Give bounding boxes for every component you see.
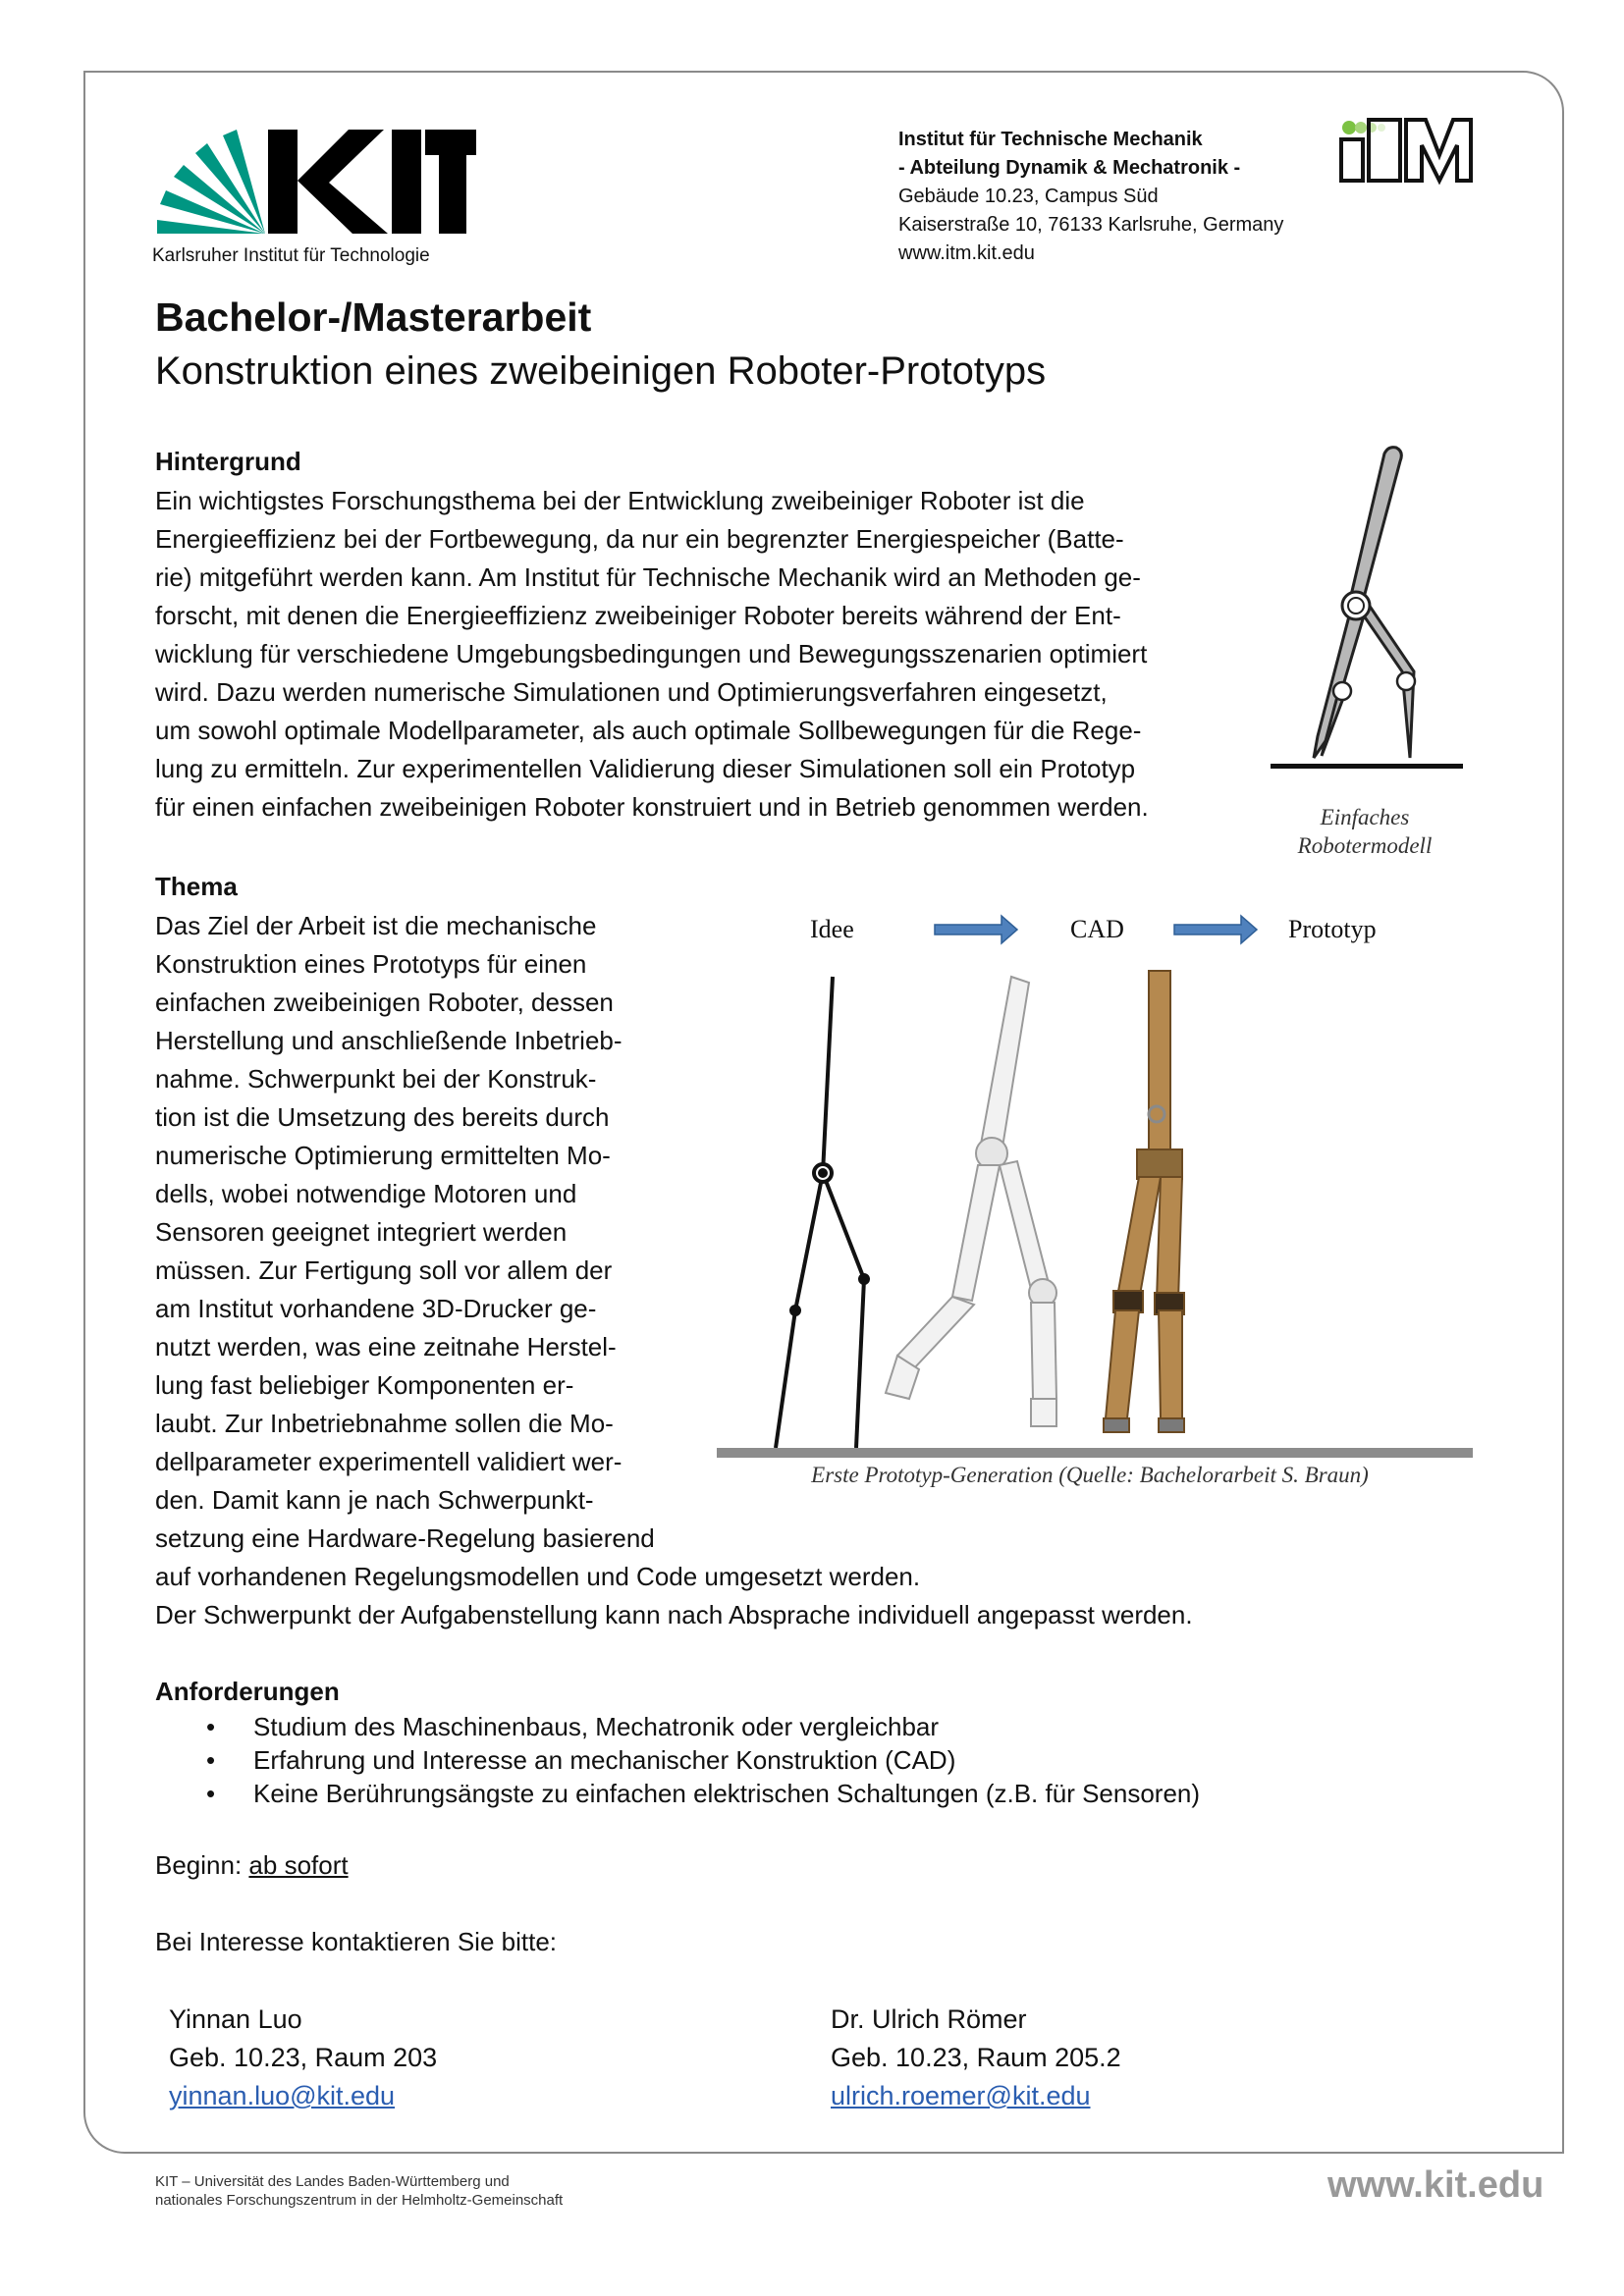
prototype-generation-figure <box>717 908 1473 1468</box>
itm-logo <box>1337 116 1475 187</box>
simple-robot-caption-line: Einfaches <box>1320 805 1410 829</box>
simple-robot-caption <box>1276 803 1453 860</box>
topic-line: Das Ziel der Arbeit ist die mechanische <box>155 911 597 940</box>
figure-label-idea: Idee <box>810 915 854 943</box>
footer-legal <box>155 2172 563 2210</box>
thesis-topic: Konstruktion eines zweibeinigen Roboter-Prototyps <box>155 349 1047 393</box>
topic-line: nahme. Schwerpunkt bei der Konstruk- <box>155 1064 597 1094</box>
topic-line: Der Schwerpunkt der Aufgabenstellung kann nach Absprache individuell angepasst werden. <box>155 1600 1193 1629</box>
contact-email-link[interactable]: yinnan.luo@kit.edu <box>169 2081 396 2110</box>
background-line: um sowohl optimale Modellparameter, als auch optimale Sollbewegungen für die Rege- <box>155 716 1142 745</box>
start-line <box>155 1846 349 1885</box>
contact-person-1 <box>169 2001 437 2115</box>
simple-robot-model-figure <box>1257 432 1473 785</box>
background-line: wicklung für verschiedene Umgebungsbedingungen und Bewegungsszenarien optimiert <box>155 639 1148 668</box>
thesis-type: Bachelor-/Masterarbeit <box>155 294 592 340</box>
prototype-photo-drawing <box>1104 971 1184 1432</box>
stick-model-drawing <box>776 977 868 1448</box>
contact-person-2 <box>831 2001 1121 2115</box>
footer-line: nationales Forschungszentrum in der Helmholtz-Gemeinschaft <box>155 2192 564 2209</box>
background-line: forscht, mit denen die Energieeffizienz zweibeiniger Roboter bereits während der Ent- <box>155 601 1121 630</box>
contact-email-link[interactable]: ulrich.roemer@kit.edu <box>831 2081 1091 2110</box>
contact-name: Dr. Ulrich Römer <box>831 2004 1027 2034</box>
heading-requirements: Anforderungen <box>155 1677 340 1706</box>
figure-label-prototype: Prototyp <box>1288 915 1377 943</box>
background-line: Ein wichtigstes Forschungsthema bei der Entwicklung zweibeiniger Roboter ist die <box>155 486 1085 515</box>
start-value: ab sofort <box>248 1850 349 1880</box>
institute-department: - Abteilung Dynamik & Mechatronik - <box>898 157 1241 179</box>
institute-name: Institut für Technische Mechanik <box>898 129 1203 150</box>
start-label: Beginn: <box>155 1850 243 1880</box>
institute-address <box>898 126 1283 268</box>
topic-line: setzung eine Hardware-Regelung basierend <box>155 1523 655 1553</box>
contact-room: Geb. 10.23, Raum 205.2 <box>831 2043 1121 2072</box>
prototype-figure-caption: Erste Prototyp-Generation (Quelle: Bachelorarbeit S. Braun) <box>811 1463 1369 1487</box>
topic-line: müssen. Zur Fertigung soll vor allem der <box>155 1255 613 1285</box>
requirement-text: Keine Berührungsängste zu einfachen elektrischen Schaltungen (z.B. für Sensoren) <box>253 1779 1201 1808</box>
background-line: rie) mitgeführt werden kann. Am Institut für Technische Mechanik wird an Methoden ge- <box>155 562 1141 592</box>
list-item <box>155 1743 1200 1777</box>
arrow-right-icon <box>1174 916 1257 943</box>
background-line: für einen einfachen zweibeinigen Roboter konstruiert und in Betrieb genommen werden. <box>155 792 1149 822</box>
institute-street: Kaiserstraße 10, 76133 Karlsruhe, Germany <box>898 214 1284 236</box>
footer-line: KIT – Universität des Landes Baden-Württemberg und <box>155 2173 510 2190</box>
heading-topic: Thema <box>155 872 238 901</box>
contact-intro: Bei Interesse kontaktieren Sie bitte: <box>155 1927 558 1956</box>
requirement-text: Studium des Maschinenbaus, Mechatronik oder vergleichbar <box>253 1712 940 1741</box>
contact-name: Yinnan Luo <box>169 2004 302 2034</box>
topic-line: Sensoren geeignet integriert werden <box>155 1217 568 1247</box>
topic-line: dellparameter experimentell validiert wer- <box>155 1447 623 1476</box>
topic-line: den. Damit kann je nach Schwerpunkt- <box>155 1485 594 1515</box>
topic-line: nutzt werden, was eine zeitnahe Herstel- <box>155 1332 617 1362</box>
simple-robot-caption-line: Robotermodell <box>1297 833 1433 858</box>
requirement-text: Erfahrung und Interesse an mechanischer Konstruktion (CAD) <box>253 1745 956 1775</box>
topic-line: Herstellung und anschließende Inbetrieb- <box>155 1026 623 1055</box>
institute-web[interactable]: www.itm.kit.edu <box>898 242 1035 264</box>
background-line: wird. Dazu werden numerische Simulationen und Optimierungsverfahren eingesetzt, <box>155 677 1108 707</box>
bullet-icon: • <box>206 1712 216 1741</box>
figure-label-cad: CAD <box>1070 915 1124 943</box>
list-item <box>155 1777 1200 1810</box>
bullet-icon: • <box>206 1779 216 1808</box>
topic-line: numerische Optimierung ermittelten Mo- <box>155 1141 611 1170</box>
list-item <box>155 1710 1200 1743</box>
topic-line: am Institut vorhandene 3D-Drucker ge- <box>155 1294 597 1323</box>
institute-building: Gebäude 10.23, Campus Süd <box>898 186 1159 207</box>
topic-line: tion ist die Umsetzung des bereits durch <box>155 1102 610 1132</box>
kit-logo-subtitle: Karlsruher Institut für Technologie <box>152 245 430 266</box>
contact-room: Geb. 10.23, Raum 203 <box>169 2043 438 2072</box>
requirements-list <box>155 1710 1200 1810</box>
topic-line: auf vorhandenen Regelungsmodellen und Code umgesetzt werden. <box>155 1562 921 1591</box>
arrow-right-icon <box>935 916 1017 943</box>
background-paragraph <box>155 482 1149 827</box>
background-line: Energieeffizienz bei der Fortbewegung, da nur ein begrenzter Energiespeicher (Batte- <box>155 524 1124 554</box>
background-line: lung zu ermitteln. Zur experimentellen Validierung dieser Simulationen soll ein Prototyp <box>155 754 1136 783</box>
footer-web-link[interactable]: www.kit.edu <box>1327 2164 1544 2206</box>
topic-line: laubt. Zur Inbetriebnahme sollen die Mo- <box>155 1409 614 1438</box>
heading-background: Hintergrund <box>155 447 301 476</box>
topic-line: lung fast beliebiger Komponenten er- <box>155 1370 574 1400</box>
topic-line: Konstruktion eines Prototyps für einen <box>155 949 587 979</box>
topic-line: dells, wobei notwendige Motoren und <box>155 1179 577 1208</box>
bullet-icon: • <box>206 1745 216 1775</box>
cad-model-drawing <box>886 977 1056 1426</box>
topic-line: einfachen zweibeinigen Roboter, dessen <box>155 988 614 1017</box>
